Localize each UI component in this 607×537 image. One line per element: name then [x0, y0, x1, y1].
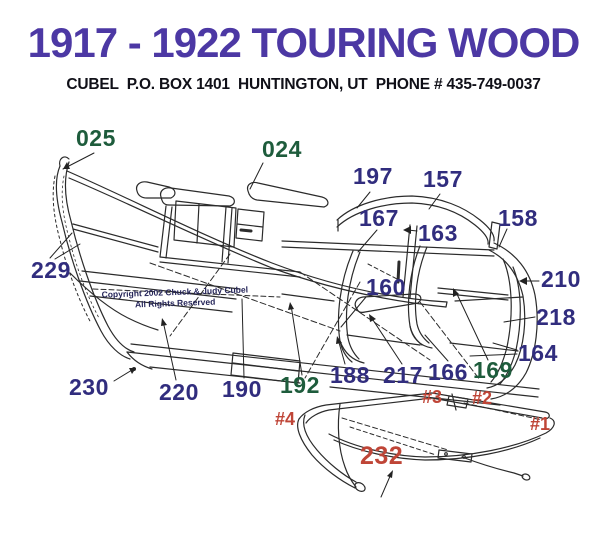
- part-label-163: 163: [418, 220, 458, 246]
- page-subtitle: CUBEL P.O. BOX 1401 HUNTINGTON, UT PHONE # 435-749-0037: [66, 76, 541, 93]
- part-label-hash-4: #4: [275, 409, 296, 429]
- part-label-167: 167: [359, 205, 399, 231]
- part-label-232: 232: [360, 442, 404, 470]
- copyright-line-2: All Rights Reserved: [134, 296, 216, 310]
- part-label-hash-2: #2: [472, 388, 493, 408]
- part-label-197: 197: [353, 163, 393, 189]
- page-title: 1917 - 1922 TOURING WOOD: [27, 19, 580, 66]
- part-label-160: 160: [366, 274, 406, 300]
- part-label-210: 210: [541, 266, 581, 292]
- leader-lines: [50, 153, 539, 497]
- part-label-164: 164: [518, 340, 558, 366]
- copyright-line-1: Copyright 2002 Chuck & Judy Cubel: [101, 284, 249, 300]
- part-label-220: 220: [159, 379, 199, 405]
- part-label-218: 218: [536, 304, 576, 330]
- part-label-hash-1: #1: [530, 414, 551, 434]
- part-label-024: 024: [262, 136, 302, 162]
- part-label-157: 157: [423, 166, 463, 192]
- part-label-188: 188: [330, 362, 370, 388]
- part-label-166: 166: [428, 359, 468, 385]
- part-label-hash-3: #3: [422, 387, 443, 407]
- part-label-169: 169: [473, 357, 513, 383]
- part-label-229: 229: [31, 257, 71, 283]
- part-label-025: 025: [76, 125, 116, 151]
- part-label-192: 192: [280, 372, 320, 398]
- part-label-190: 190: [222, 376, 262, 402]
- part-label-217: 217: [383, 362, 423, 388]
- part-label-230: 230: [69, 374, 109, 400]
- top-irons-drawing: [298, 393, 555, 493]
- part-label-158: 158: [498, 205, 538, 231]
